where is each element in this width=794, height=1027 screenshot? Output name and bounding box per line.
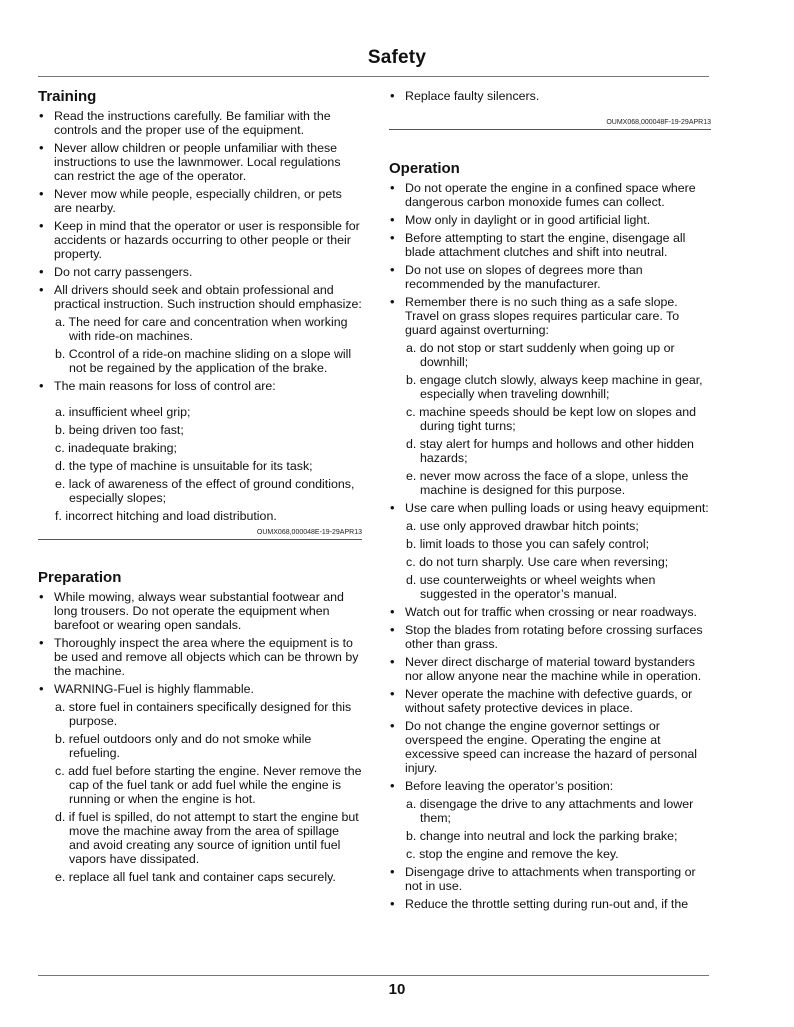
- preparation-subitem: e. replace all fuel tank and container caps securely.: [55, 870, 336, 884]
- preparation-item: • WARNING-Fuel is highly flammable.: [38, 682, 362, 696]
- training-item: • Keep in mind that the operator or user is responsible for accidents or hazards occurring to other people or their property.: [38, 219, 362, 261]
- operation-item: • Do not use on slopes of degrees more than recommended by the manufacturer.: [389, 263, 711, 291]
- training-subitem: a. insufficient wheel grip;: [55, 405, 191, 419]
- preparation-subitem: a. store fuel in containers specifically designed for this purpose.: [55, 700, 352, 728]
- reference-code: OUMX068,000048F-19-29APR13: [606, 119, 711, 126]
- operation-subitem: c. do not turn sharply. Use care when reversing;: [406, 555, 669, 569]
- right-column: [389, 89, 711, 911]
- operation-item: • Before leaving the operator’s position:: [389, 779, 711, 793]
- training-subitem: f. incorrect hitching and load distribution.: [55, 509, 277, 523]
- operation-item: • Before attempting to start the engine, disengage all blade attachment clutches and shift into neutral.: [389, 231, 711, 259]
- training-subitem: a. The need for care and concentration when working with ride-on machines.: [55, 315, 348, 343]
- header-rule: [38, 76, 709, 77]
- operation-item: • Mow only in daylight or in good artificial light.: [389, 213, 711, 227]
- section-divider: [38, 539, 362, 540]
- preparation-subitem: c. add fuel before starting the engine. Never remove the cap of the fuel tank or add fuel while the engine is running or when the engine is hot.: [55, 764, 362, 806]
- training-subitem: b. being driven too fast;: [55, 423, 184, 437]
- operation-item: • Watch out for traffic when crossing or near roadways.: [389, 605, 711, 619]
- operation-subitem: a. use only approved drawbar hitch points;: [406, 519, 639, 533]
- operation-item: • Do not change the engine governor settings or overspeed the engine. Operating the engine at excessive speed can increase the hazard of personal injury.: [389, 719, 711, 775]
- operation-item: • Remember there is no such thing as a safe slope. Travel on grass slopes requires particular care. To guard against overturning:: [389, 295, 711, 337]
- operation-subitem: d. use counterweights or wheel weights when suggested in the operator’s manual.: [406, 573, 656, 601]
- section-heading-operation: Operation: [389, 160, 460, 177]
- preparation-item: • While mowing, always wear substantial footwear and long trousers. Do not operate the equipment when barefoot or wearing open sandals.: [38, 590, 362, 632]
- left-column: [38, 88, 362, 884]
- operation-item: • Disengage drive to attachments when transporting or not in use.: [389, 865, 711, 893]
- training-item: • Never mow while people, especially children, or pets are nearby.: [38, 187, 362, 215]
- preparation-subitem: b. refuel outdoors only and do not smoke while refueling.: [55, 732, 312, 760]
- operation-item: • Use care when pulling loads or using heavy equipment:: [389, 501, 711, 515]
- page-title: Safety: [367, 47, 427, 68]
- operation-item: • Never operate the machine with defective guards, or without safety protective devices in place.: [389, 687, 711, 715]
- training-item: • Read the instructions carefully. Be familiar with the controls and the proper use of the equipment.: [38, 109, 362, 137]
- reference-code: OUMX068,000048E-19-29APR13: [256, 529, 362, 536]
- operation-subitem: c. machine speeds should be kept low on slopes and during tight turns;: [406, 405, 696, 433]
- operation-subitem: a. do not stop or start suddenly when going up or downhill;: [406, 341, 675, 369]
- training-subitem: c. inadequate braking;: [55, 441, 177, 455]
- training-item: • Do not carry passengers.: [38, 265, 362, 279]
- operation-subitem: b. limit loads to those you can safely control;: [406, 537, 650, 551]
- section-heading-training: Training: [38, 88, 97, 105]
- section-divider: [389, 129, 711, 130]
- operation-subitem: c. stop the engine and remove the key.: [406, 847, 619, 861]
- page-number: 10: [388, 981, 406, 998]
- operation-subitem: e. never mow across the face of a slope, unless the machine is designed for this purpose.: [406, 469, 689, 497]
- operation-subitem: b. engage clutch slowly, always keep machine in gear, especially when traveling downhill;: [406, 373, 703, 401]
- training-subitem: e. lack of awareness of the effect of ground conditions, especially slopes;: [55, 477, 355, 505]
- operation-item: • Never direct discharge of material toward bystanders nor allow anyone near the machine while in operation.: [389, 655, 711, 683]
- footer-rule: [38, 975, 709, 976]
- training-item: • The main reasons for loss of control are:: [38, 379, 362, 393]
- training-item: • All drivers should seek and obtain professional and practical instruction. Such instruction should emphasize:: [38, 283, 362, 311]
- operation-subitem: b. change into neutral and lock the parking brake;: [406, 829, 678, 843]
- operation-subitem: a. disengage the drive to any attachments and lower them;: [406, 797, 694, 825]
- operation-item: • Stop the blades from rotating before crossing surfaces other than grass.: [389, 623, 711, 651]
- section-heading-preparation: Preparation: [38, 569, 122, 586]
- maintenance-item: • Replace faulty silencers.: [389, 89, 711, 103]
- preparation-subitem: d. if fuel is spilled, do not attempt to start the engine but move the machine away from the area of spillage and avoid creating any source of ignition until fuel vapors have dissipated.: [55, 810, 359, 866]
- training-subitem: b. Ccontrol of a ride-on machine sliding on a slope will not be regained by the application of the brake.: [55, 347, 352, 375]
- training-subitem: d. the type of machine is unsuitable for its task;: [55, 459, 313, 473]
- operation-item: • Do not operate the engine in a confined space where dangerous carbon monoxide fumes can collect.: [389, 181, 711, 209]
- operation-subitem: d. stay alert for humps and hollows and other hidden hazards;: [406, 437, 694, 465]
- operation-item: • Reduce the throttle setting during run-out and, if the: [389, 897, 711, 911]
- training-item: • Never allow children or people unfamiliar with these instructions to use the lawnmower. Local regulations can restrict the age of the operator.: [38, 141, 362, 183]
- preparation-item: • Thoroughly inspect the area where the equipment is to be used and remove all objects which can be thrown by the machine.: [38, 636, 362, 678]
